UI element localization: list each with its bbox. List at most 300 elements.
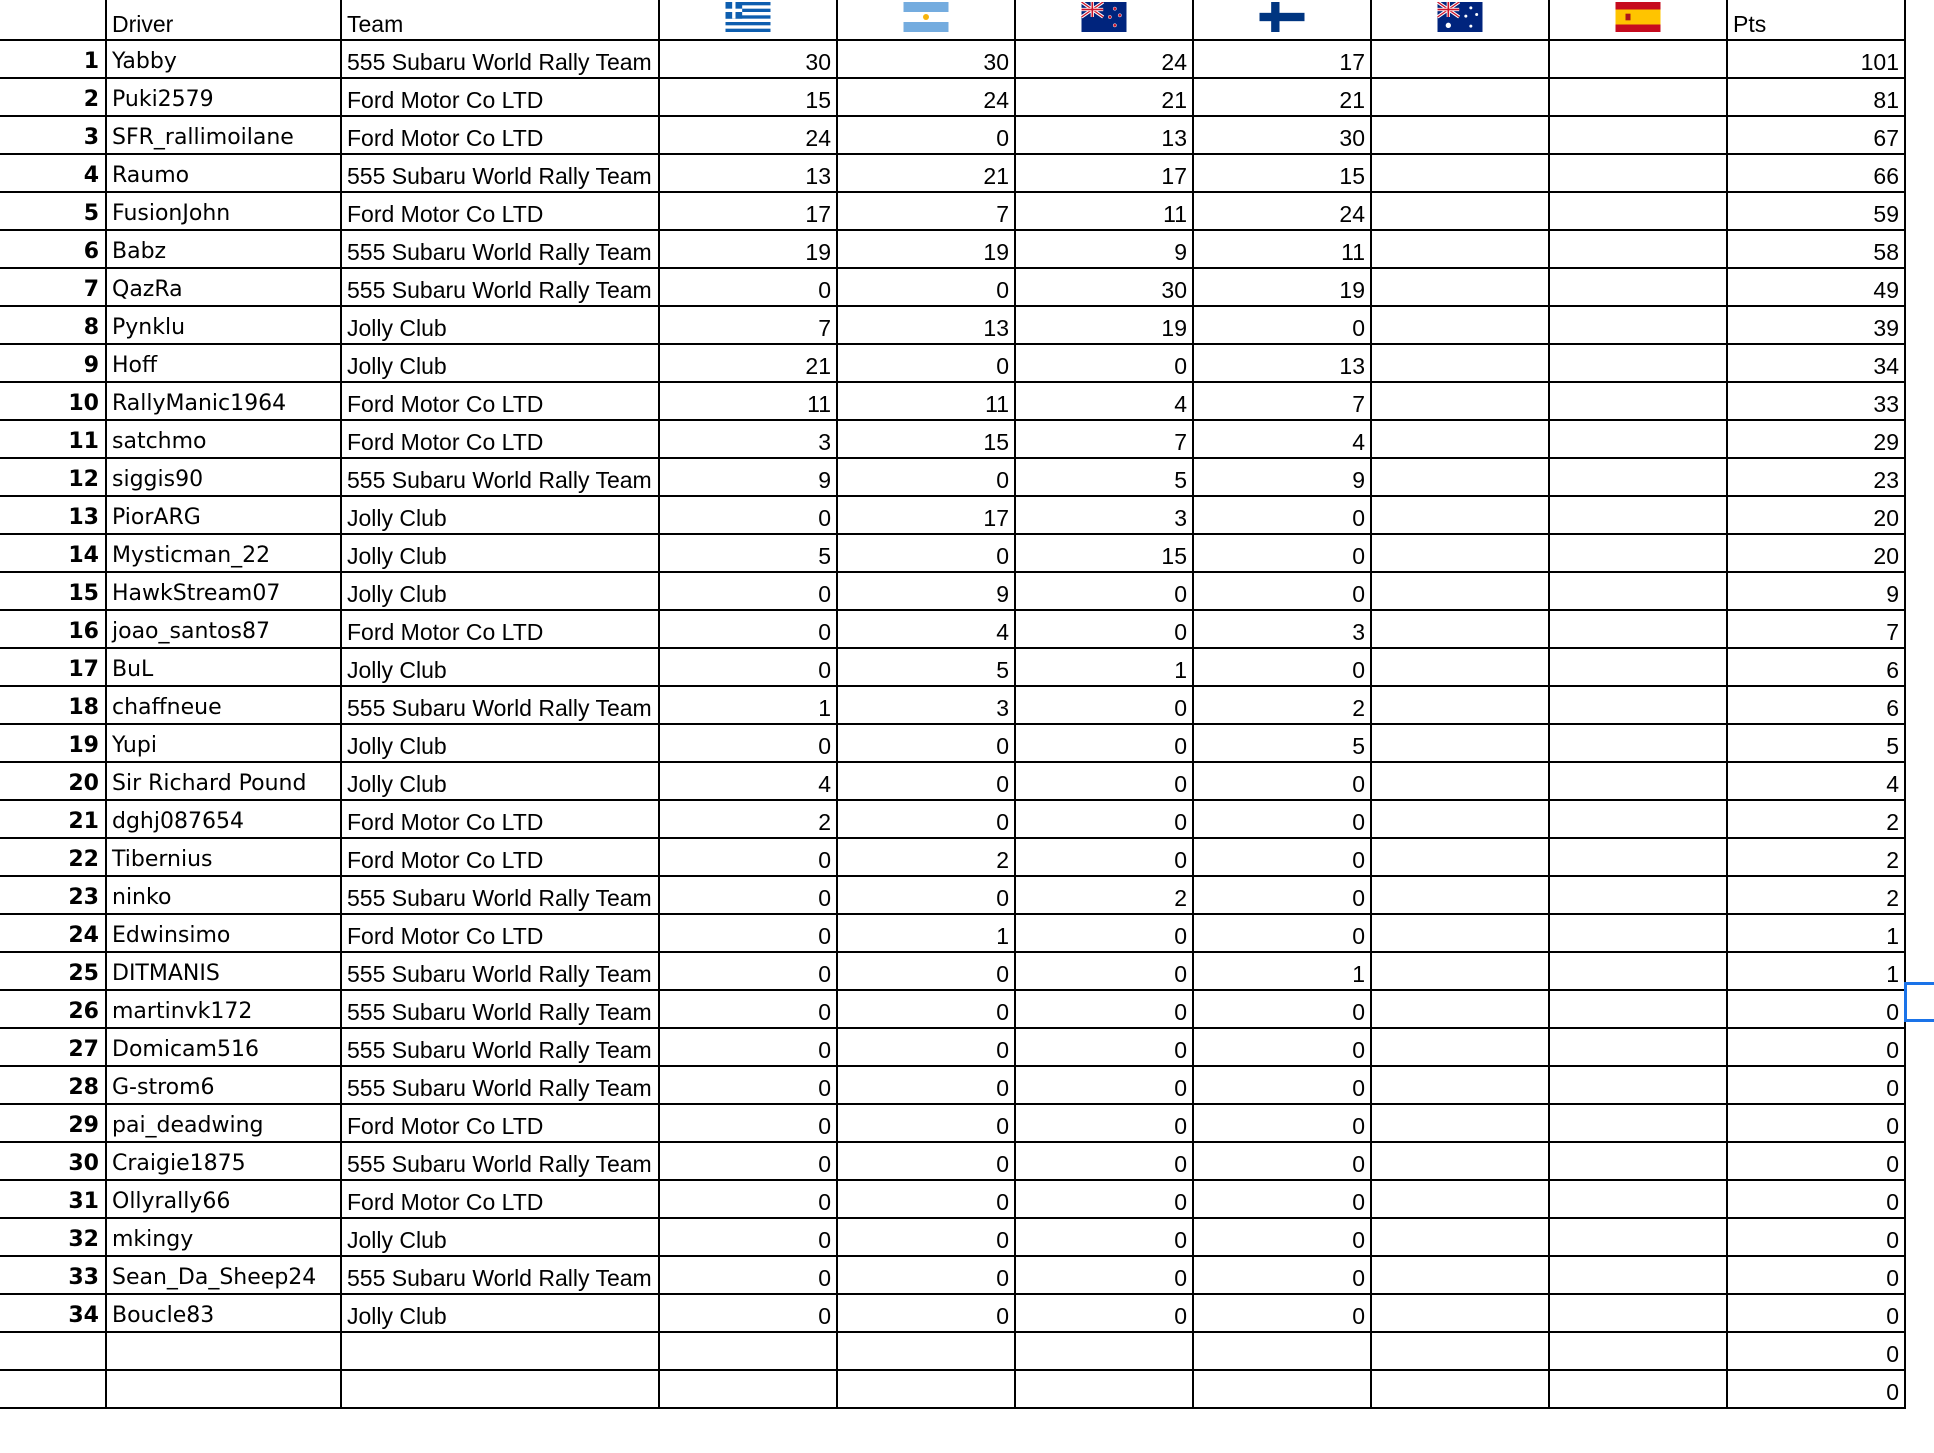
team-cell[interactable]: Jolly Club (341, 496, 659, 534)
rank-cell[interactable]: 16 (0, 610, 106, 648)
round-6-cell[interactable] (1549, 192, 1727, 230)
round-4-cell[interactable]: 24 (1193, 192, 1371, 230)
round-5-cell[interactable] (1371, 230, 1549, 268)
rank-cell[interactable]: 29 (0, 1104, 106, 1142)
team-cell[interactable]: Ford Motor Co LTD (341, 610, 659, 648)
team-cell[interactable]: Ford Motor Co LTD (341, 382, 659, 420)
round-4-cell[interactable]: 2 (1193, 686, 1371, 724)
round-6-cell[interactable] (1549, 800, 1727, 838)
round-1-cell[interactable]: 11 (659, 382, 837, 420)
round-6-cell[interactable] (1549, 572, 1727, 610)
round-5-cell[interactable] (1371, 1294, 1549, 1332)
rank-cell[interactable]: 17 (0, 648, 106, 686)
pts-cell[interactable]: 0 (1727, 1218, 1905, 1256)
round-2-cell[interactable] (837, 1370, 1015, 1408)
round-6-cell[interactable] (1549, 1180, 1727, 1218)
rank-cell[interactable]: 15 (0, 572, 106, 610)
round-4-cell[interactable]: 0 (1193, 534, 1371, 572)
team-cell[interactable]: 555 Subaru World Rally Team (341, 1142, 659, 1180)
round-3-cell[interactable]: 0 (1015, 1180, 1193, 1218)
round-3-cell[interactable]: 0 (1015, 914, 1193, 952)
round-1-cell[interactable]: 0 (659, 1180, 837, 1218)
round-3-cell[interactable]: 0 (1015, 952, 1193, 990)
pts-cell[interactable]: 2 (1727, 876, 1905, 914)
pts-cell[interactable]: 2 (1727, 800, 1905, 838)
team-cell[interactable] (341, 1332, 659, 1370)
driver-cell[interactable]: joao_santos87 (106, 610, 341, 648)
round-6-cell[interactable] (1549, 1142, 1727, 1180)
header-round-5[interactable] (1371, 0, 1549, 40)
pts-cell[interactable]: 58 (1727, 230, 1905, 268)
driver-cell[interactable]: SFR_rallimoilane (106, 116, 341, 154)
team-cell[interactable]: 555 Subaru World Rally Team (341, 686, 659, 724)
pts-cell[interactable]: 33 (1727, 382, 1905, 420)
round-4-cell[interactable]: 30 (1193, 116, 1371, 154)
team-cell[interactable]: 555 Subaru World Rally Team (341, 952, 659, 990)
rank-cell[interactable]: 10 (0, 382, 106, 420)
round-4-cell[interactable] (1193, 1332, 1371, 1370)
round-6-cell[interactable] (1549, 230, 1727, 268)
team-cell[interactable]: Ford Motor Co LTD (341, 1104, 659, 1142)
rank-cell[interactable]: 25 (0, 952, 106, 990)
pts-cell[interactable]: 20 (1727, 534, 1905, 572)
round-2-cell[interactable]: 0 (837, 458, 1015, 496)
round-2-cell[interactable]: 0 (837, 116, 1015, 154)
rank-cell[interactable]: 9 (0, 344, 106, 382)
round-5-cell[interactable] (1371, 952, 1549, 990)
round-1-cell[interactable]: 3 (659, 420, 837, 458)
round-1-cell[interactable]: 30 (659, 40, 837, 78)
rank-cell[interactable]: 31 (0, 1180, 106, 1218)
round-3-cell[interactable]: 4 (1015, 382, 1193, 420)
round-2-cell[interactable]: 0 (837, 952, 1015, 990)
round-2-cell[interactable]: 3 (837, 686, 1015, 724)
round-3-cell[interactable]: 19 (1015, 306, 1193, 344)
round-1-cell[interactable]: 0 (659, 876, 837, 914)
pts-cell[interactable]: 7 (1727, 610, 1905, 648)
round-5-cell[interactable] (1371, 1332, 1549, 1370)
driver-cell[interactable]: Puki2579 (106, 78, 341, 116)
pts-cell[interactable]: 0 (1727, 1256, 1905, 1294)
round-4-cell[interactable]: 0 (1193, 1218, 1371, 1256)
round-2-cell[interactable]: 0 (837, 534, 1015, 572)
round-2-cell[interactable]: 9 (837, 572, 1015, 610)
round-1-cell[interactable]: 0 (659, 1066, 837, 1104)
round-3-cell[interactable]: 7 (1015, 420, 1193, 458)
team-cell[interactable]: Ford Motor Co LTD (341, 78, 659, 116)
round-1-cell[interactable]: 21 (659, 344, 837, 382)
pts-cell[interactable]: 0 (1727, 1294, 1905, 1332)
rank-cell[interactable]: 2 (0, 78, 106, 116)
round-5-cell[interactable] (1371, 40, 1549, 78)
round-5-cell[interactable] (1371, 192, 1549, 230)
rank-cell[interactable]: 21 (0, 800, 106, 838)
round-5-cell[interactable] (1371, 838, 1549, 876)
round-5-cell[interactable] (1371, 496, 1549, 534)
driver-cell[interactable]: chaffneue (106, 686, 341, 724)
round-2-cell[interactable]: 0 (837, 1104, 1015, 1142)
pts-cell[interactable]: 0 (1727, 1066, 1905, 1104)
round-4-cell[interactable]: 7 (1193, 382, 1371, 420)
round-4-cell[interactable]: 0 (1193, 1142, 1371, 1180)
driver-cell[interactable]: mkingy (106, 1218, 341, 1256)
driver-cell[interactable]: Domicam516 (106, 1028, 341, 1066)
round-1-cell[interactable]: 0 (659, 990, 837, 1028)
round-1-cell[interactable]: 5 (659, 534, 837, 572)
header-driver[interactable]: Driver (106, 0, 341, 40)
team-cell[interactable]: 555 Subaru World Rally Team (341, 458, 659, 496)
round-5-cell[interactable] (1371, 1218, 1549, 1256)
round-6-cell[interactable] (1549, 648, 1727, 686)
header-pts[interactable]: Pts (1727, 0, 1905, 40)
rank-cell[interactable]: 30 (0, 1142, 106, 1180)
driver-cell[interactable]: dghj087654 (106, 800, 341, 838)
round-1-cell[interactable]: 24 (659, 116, 837, 154)
round-6-cell[interactable] (1549, 40, 1727, 78)
round-2-cell[interactable]: 0 (837, 1028, 1015, 1066)
round-2-cell[interactable]: 15 (837, 420, 1015, 458)
rank-cell[interactable]: 14 (0, 534, 106, 572)
round-6-cell[interactable] (1549, 458, 1727, 496)
round-3-cell[interactable]: 0 (1015, 1066, 1193, 1104)
rank-cell[interactable]: 1 (0, 40, 106, 78)
rank-cell[interactable]: 19 (0, 724, 106, 762)
round-5-cell[interactable] (1371, 724, 1549, 762)
round-2-cell[interactable]: 0 (837, 800, 1015, 838)
team-cell[interactable]: Jolly Club (341, 724, 659, 762)
rank-cell[interactable]: 23 (0, 876, 106, 914)
round-3-cell[interactable]: 0 (1015, 838, 1193, 876)
driver-cell[interactable]: FusionJohn (106, 192, 341, 230)
round-4-cell[interactable]: 4 (1193, 420, 1371, 458)
pts-cell[interactable]: 29 (1727, 420, 1905, 458)
round-1-cell[interactable]: 0 (659, 724, 837, 762)
round-5-cell[interactable] (1371, 1180, 1549, 1218)
round-1-cell[interactable]: 4 (659, 762, 837, 800)
driver-cell[interactable]: Yupi (106, 724, 341, 762)
pts-cell[interactable]: 23 (1727, 458, 1905, 496)
round-6-cell[interactable] (1549, 344, 1727, 382)
pts-cell[interactable]: 34 (1727, 344, 1905, 382)
round-4-cell[interactable]: 0 (1193, 1256, 1371, 1294)
round-4-cell[interactable]: 0 (1193, 800, 1371, 838)
round-4-cell[interactable]: 0 (1193, 990, 1371, 1028)
pts-cell[interactable]: 1 (1727, 914, 1905, 952)
round-5-cell[interactable] (1371, 78, 1549, 116)
round-4-cell[interactable] (1193, 1370, 1371, 1408)
round-3-cell[interactable]: 15 (1015, 534, 1193, 572)
round-5-cell[interactable] (1371, 420, 1549, 458)
round-2-cell[interactable]: 19 (837, 230, 1015, 268)
team-cell[interactable]: Ford Motor Co LTD (341, 192, 659, 230)
rank-cell[interactable]: 33 (0, 1256, 106, 1294)
team-cell[interactable]: 555 Subaru World Rally Team (341, 1256, 659, 1294)
team-cell[interactable]: Jolly Club (341, 344, 659, 382)
round-3-cell[interactable]: 0 (1015, 1142, 1193, 1180)
rank-cell[interactable]: 4 (0, 154, 106, 192)
round-6-cell[interactable] (1549, 952, 1727, 990)
round-6-cell[interactable] (1549, 534, 1727, 572)
pts-cell[interactable]: 67 (1727, 116, 1905, 154)
round-6-cell[interactable] (1549, 1066, 1727, 1104)
driver-cell[interactable]: Babz (106, 230, 341, 268)
round-2-cell[interactable]: 0 (837, 344, 1015, 382)
driver-cell[interactable]: RallyManic1964 (106, 382, 341, 420)
round-4-cell[interactable]: 17 (1193, 40, 1371, 78)
team-cell[interactable]: 555 Subaru World Rally Team (341, 268, 659, 306)
round-6-cell[interactable] (1549, 78, 1727, 116)
driver-cell[interactable]: Tibernius (106, 838, 341, 876)
round-3-cell[interactable]: 0 (1015, 1104, 1193, 1142)
round-5-cell[interactable] (1371, 1028, 1549, 1066)
round-5-cell[interactable] (1371, 914, 1549, 952)
driver-cell[interactable]: Ollyrally66 (106, 1180, 341, 1218)
round-1-cell[interactable]: 2 (659, 800, 837, 838)
rank-cell[interactable]: 6 (0, 230, 106, 268)
round-6-cell[interactable] (1549, 496, 1727, 534)
round-1-cell[interactable]: 0 (659, 914, 837, 952)
pts-cell[interactable]: 0 (1727, 1104, 1905, 1142)
driver-cell[interactable]: Raumo (106, 154, 341, 192)
driver-cell[interactable]: pai_deadwing (106, 1104, 341, 1142)
round-4-cell[interactable]: 21 (1193, 78, 1371, 116)
team-cell[interactable]: 555 Subaru World Rally Team (341, 1028, 659, 1066)
round-6-cell[interactable] (1549, 876, 1727, 914)
header-round-6[interactable] (1549, 0, 1727, 40)
pts-cell[interactable]: 81 (1727, 78, 1905, 116)
round-3-cell[interactable]: 0 (1015, 344, 1193, 382)
pts-cell[interactable]: 9 (1727, 572, 1905, 610)
round-4-cell[interactable]: 13 (1193, 344, 1371, 382)
round-6-cell[interactable] (1549, 1218, 1727, 1256)
round-5-cell[interactable] (1371, 572, 1549, 610)
round-3-cell[interactable]: 30 (1015, 268, 1193, 306)
round-2-cell[interactable]: 1 (837, 914, 1015, 952)
round-1-cell[interactable]: 0 (659, 838, 837, 876)
pts-cell[interactable]: 0 (1727, 990, 1905, 1028)
round-2-cell[interactable]: 17 (837, 496, 1015, 534)
driver-cell[interactable] (106, 1332, 341, 1370)
driver-cell[interactable]: Sir Richard Pound (106, 762, 341, 800)
round-1-cell[interactable]: 13 (659, 154, 837, 192)
round-5-cell[interactable] (1371, 382, 1549, 420)
team-cell[interactable]: Jolly Club (341, 648, 659, 686)
round-6-cell[interactable] (1549, 154, 1727, 192)
pts-cell[interactable]: 20 (1727, 496, 1905, 534)
round-3-cell[interactable]: 0 (1015, 610, 1193, 648)
round-2-cell[interactable]: 5 (837, 648, 1015, 686)
round-5-cell[interactable] (1371, 800, 1549, 838)
round-2-cell[interactable] (837, 1332, 1015, 1370)
round-5-cell[interactable] (1371, 154, 1549, 192)
round-3-cell[interactable]: 2 (1015, 876, 1193, 914)
header-round-4[interactable] (1193, 0, 1371, 40)
pts-cell[interactable]: 6 (1727, 686, 1905, 724)
pts-cell[interactable]: 5 (1727, 724, 1905, 762)
round-3-cell[interactable]: 3 (1015, 496, 1193, 534)
round-3-cell[interactable] (1015, 1370, 1193, 1408)
header-round-3[interactable] (1015, 0, 1193, 40)
driver-cell[interactable]: Edwinsimo (106, 914, 341, 952)
round-1-cell[interactable]: 9 (659, 458, 837, 496)
round-6-cell[interactable] (1549, 420, 1727, 458)
driver-cell[interactable]: BuL (106, 648, 341, 686)
round-4-cell[interactable]: 0 (1193, 1028, 1371, 1066)
round-5-cell[interactable] (1371, 344, 1549, 382)
round-1-cell[interactable] (659, 1370, 837, 1408)
round-4-cell[interactable]: 0 (1193, 876, 1371, 914)
round-3-cell[interactable]: 0 (1015, 1028, 1193, 1066)
pts-cell[interactable]: 59 (1727, 192, 1905, 230)
driver-cell[interactable]: satchmo (106, 420, 341, 458)
round-2-cell[interactable]: 0 (837, 1256, 1015, 1294)
team-cell[interactable]: 555 Subaru World Rally Team (341, 990, 659, 1028)
round-1-cell[interactable]: 0 (659, 1256, 837, 1294)
round-2-cell[interactable]: 4 (837, 610, 1015, 648)
rank-cell[interactable]: 34 (0, 1294, 106, 1332)
round-3-cell[interactable]: 13 (1015, 116, 1193, 154)
pts-cell[interactable]: 101 (1727, 40, 1905, 78)
round-5-cell[interactable] (1371, 1370, 1549, 1408)
rank-cell[interactable]: 11 (0, 420, 106, 458)
round-3-cell[interactable]: 0 (1015, 572, 1193, 610)
round-1-cell[interactable]: 1 (659, 686, 837, 724)
rank-cell[interactable]: 28 (0, 1066, 106, 1104)
round-5-cell[interactable] (1371, 116, 1549, 154)
round-1-cell[interactable]: 0 (659, 572, 837, 610)
round-4-cell[interactable]: 11 (1193, 230, 1371, 268)
pts-cell[interactable]: 0 (1727, 1332, 1905, 1370)
round-1-cell[interactable]: 0 (659, 610, 837, 648)
header-rank-cell[interactable] (0, 0, 106, 40)
round-5-cell[interactable] (1371, 990, 1549, 1028)
round-3-cell[interactable]: 17 (1015, 154, 1193, 192)
round-6-cell[interactable] (1549, 914, 1727, 952)
round-6-cell[interactable] (1549, 1370, 1727, 1408)
round-6-cell[interactable] (1549, 990, 1727, 1028)
round-6-cell[interactable] (1549, 610, 1727, 648)
round-4-cell[interactable]: 19 (1193, 268, 1371, 306)
pts-cell[interactable]: 2 (1727, 838, 1905, 876)
pts-cell[interactable]: 6 (1727, 648, 1905, 686)
round-6-cell[interactable] (1549, 1294, 1727, 1332)
driver-cell[interactable] (106, 1370, 341, 1408)
team-cell[interactable]: Jolly Club (341, 306, 659, 344)
rank-cell[interactable]: 20 (0, 762, 106, 800)
round-3-cell[interactable]: 21 (1015, 78, 1193, 116)
round-2-cell[interactable]: 7 (837, 192, 1015, 230)
round-1-cell[interactable]: 0 (659, 648, 837, 686)
pts-cell[interactable]: 1 (1727, 952, 1905, 990)
round-4-cell[interactable]: 1 (1193, 952, 1371, 990)
driver-cell[interactable]: PiorARG (106, 496, 341, 534)
header-round-2[interactable] (837, 0, 1015, 40)
round-6-cell[interactable] (1549, 382, 1727, 420)
rank-cell[interactable]: 3 (0, 116, 106, 154)
round-2-cell[interactable]: 0 (837, 876, 1015, 914)
round-5-cell[interactable] (1371, 458, 1549, 496)
round-4-cell[interactable]: 0 (1193, 648, 1371, 686)
team-cell[interactable]: Jolly Club (341, 534, 659, 572)
round-5-cell[interactable] (1371, 1066, 1549, 1104)
rank-cell[interactable]: 12 (0, 458, 106, 496)
team-cell[interactable]: Ford Motor Co LTD (341, 914, 659, 952)
round-6-cell[interactable] (1549, 686, 1727, 724)
rank-cell[interactable]: 7 (0, 268, 106, 306)
pts-cell[interactable]: 39 (1727, 306, 1905, 344)
round-2-cell[interactable]: 30 (837, 40, 1015, 78)
round-4-cell[interactable]: 0 (1193, 1066, 1371, 1104)
pts-cell[interactable]: 66 (1727, 154, 1905, 192)
round-4-cell[interactable]: 0 (1193, 838, 1371, 876)
round-1-cell[interactable]: 17 (659, 192, 837, 230)
round-3-cell[interactable]: 11 (1015, 192, 1193, 230)
round-4-cell[interactable]: 0 (1193, 914, 1371, 952)
pts-cell[interactable]: 4 (1727, 762, 1905, 800)
rank-cell[interactable] (0, 1332, 106, 1370)
round-1-cell[interactable]: 0 (659, 1294, 837, 1332)
round-3-cell[interactable]: 0 (1015, 686, 1193, 724)
driver-cell[interactable]: Craigie1875 (106, 1142, 341, 1180)
round-1-cell[interactable]: 0 (659, 268, 837, 306)
team-cell[interactable]: Jolly Club (341, 1294, 659, 1332)
rank-cell[interactable]: 22 (0, 838, 106, 876)
pts-cell[interactable]: 0 (1727, 1028, 1905, 1066)
round-2-cell[interactable]: 0 (837, 1180, 1015, 1218)
round-1-cell[interactable]: 0 (659, 952, 837, 990)
round-3-cell[interactable]: 0 (1015, 1218, 1193, 1256)
round-5-cell[interactable] (1371, 1104, 1549, 1142)
round-2-cell[interactable]: 0 (837, 1294, 1015, 1332)
round-3-cell[interactable]: 0 (1015, 724, 1193, 762)
round-2-cell[interactable]: 21 (837, 154, 1015, 192)
round-2-cell[interactable]: 0 (837, 1218, 1015, 1256)
round-3-cell[interactable]: 1 (1015, 648, 1193, 686)
round-5-cell[interactable] (1371, 1142, 1549, 1180)
round-2-cell[interactable]: 0 (837, 1066, 1015, 1104)
pts-cell[interactable]: 0 (1727, 1180, 1905, 1218)
round-4-cell[interactable]: 0 (1193, 496, 1371, 534)
round-1-cell[interactable]: 0 (659, 496, 837, 534)
round-3-cell[interactable]: 9 (1015, 230, 1193, 268)
rank-cell[interactable]: 26 (0, 990, 106, 1028)
round-2-cell[interactable]: 0 (837, 268, 1015, 306)
round-5-cell[interactable] (1371, 268, 1549, 306)
round-6-cell[interactable] (1549, 724, 1727, 762)
rank-cell[interactable]: 24 (0, 914, 106, 952)
team-cell[interactable]: Ford Motor Co LTD (341, 800, 659, 838)
round-6-cell[interactable] (1549, 762, 1727, 800)
round-2-cell[interactable]: 0 (837, 1142, 1015, 1180)
round-6-cell[interactable] (1549, 1256, 1727, 1294)
team-cell[interactable]: 555 Subaru World Rally Team (341, 876, 659, 914)
rank-cell[interactable]: 32 (0, 1218, 106, 1256)
team-cell[interactable]: Ford Motor Co LTD (341, 1180, 659, 1218)
driver-cell[interactable]: martinvk172 (106, 990, 341, 1028)
team-cell[interactable]: Ford Motor Co LTD (341, 420, 659, 458)
round-6-cell[interactable] (1549, 306, 1727, 344)
team-cell[interactable]: 555 Subaru World Rally Team (341, 1066, 659, 1104)
round-1-cell[interactable] (659, 1332, 837, 1370)
team-cell[interactable] (341, 1370, 659, 1408)
round-3-cell[interactable]: 0 (1015, 762, 1193, 800)
round-1-cell[interactable]: 0 (659, 1142, 837, 1180)
round-6-cell[interactable] (1549, 116, 1727, 154)
round-5-cell[interactable] (1371, 762, 1549, 800)
round-6-cell[interactable] (1549, 1332, 1727, 1370)
rank-cell[interactable]: 27 (0, 1028, 106, 1066)
round-1-cell[interactable]: 0 (659, 1028, 837, 1066)
